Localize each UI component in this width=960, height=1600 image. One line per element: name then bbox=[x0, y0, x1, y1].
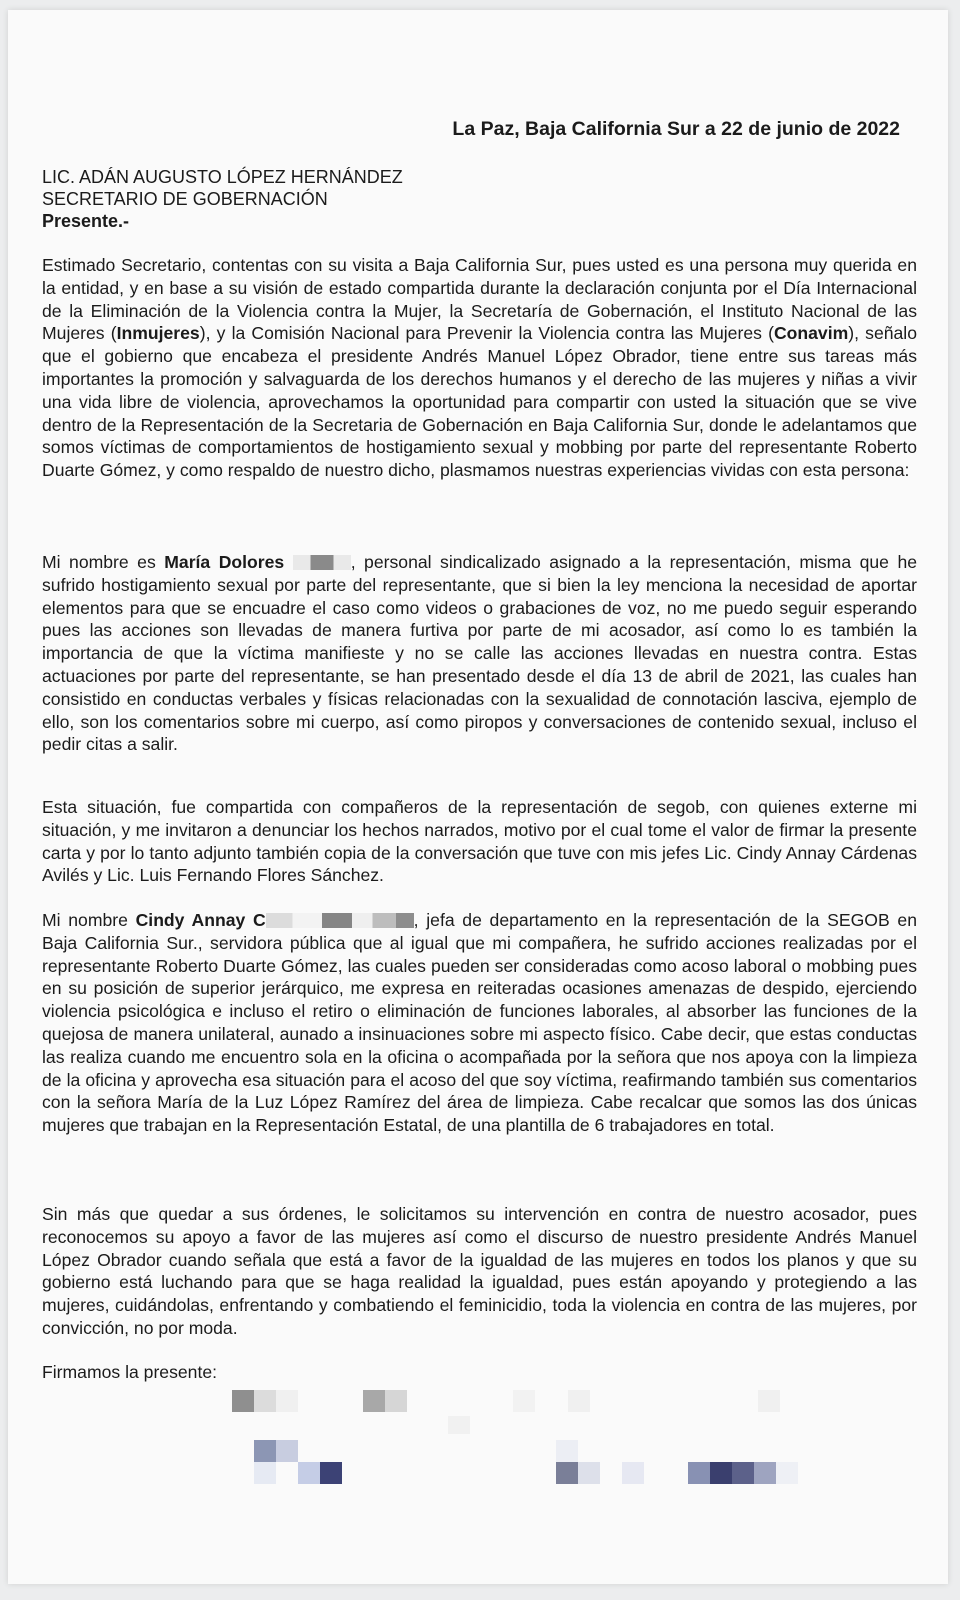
recipient-block bbox=[42, 166, 403, 232]
paragraph-request: Sin más que quedar a sus órdenes, le solicitamos su intervención en contra de nuestro acosador, pues reconocemos su apoyo a favor de las mujeres así como el discurso de nuestro presidente Andrés Manuel López Obrador cuando señala que está a favor de la igualdad de las mujeres en todos los planos y que su gobierno está luchando para que se haga realidad la igualdad, pues están apoyando y protegiendo a las mujeres, cuidándolas, enfrentando y combatiendo el feminicidio, toda la violencia en contra de las mujeres, por convicción, no por moda. bbox=[42, 1204, 917, 1338]
p2-name: María Dolores bbox=[164, 552, 285, 572]
paragraph-situation: Esta situación, fue compartida con compañeros de la representación de segob, con quienes externe mi situación, y me invitaron a denunciar los hechos narrados, motivo por el cual tome el valor de firmar la presente carta y por lo tanto adjunto también copia de la conversación que tuve con mis jefes Lic. Cindy Annay Cárdenas Avilés y Lic. Luis Fernando Flores Sánchez. bbox=[42, 797, 917, 886]
intro-bold-conavim: Conavim bbox=[773, 323, 849, 344]
paragraph-intro bbox=[42, 254, 917, 482]
intro-text-d: ), señalo que el gobierno que encabeza el presidente Andrés Manuel López Obrador, tiene entre sus tareas más importantes la promoción y salvaguarda de los derechos humanos y el derecho de las mujeres y niñas a vivir una vida libre de violencia, aprovechamos la oportunidad para compartir con usted la situación que se vive dentro de la Representación de la Secretaria de Gobernación en Baja California Sur, donde le adelantamos que somos víctimas de comportamientos de hostigamiento sexual y mobbing por parte del representante Roberto Duarte Gómez, y como respaldo de nuestro dicho, plasmamos nuestras experiencias vividas con esta persona: bbox=[42, 323, 917, 481]
redacted-surname-2 bbox=[266, 913, 414, 928]
p2-text-c: , personal sindicalizado asignado a la representación, misma que he sufrido hostigamiento sexual por parte del representante, que si bien la ley menciona la necesidad de aportar elementos para que se encuadre el caso como videos o grabaciones de voz, no me puedo seguir esperando pues las acciones son llevadas de manera furtiva por parte de mi acosador, así como lo es también la importancia de que la víctima manifieste y no se calle las acciones llevadas en nuestra contra. Estas actuaciones por parte del representante, se han presentado desde el día 13 de abril de 2021, las cuales han consistido en conductas verbales y físicas relacionadas con la sexualidad de connotación lasciva, ejemplo de ello, son los comentarios sobre mi cuerpo, así como piropos y conversaciones de contenido sexual, incluso el pedir citas a salir. bbox=[42, 552, 918, 755]
p4-text-a: Mi nombre bbox=[42, 910, 136, 930]
salutation: Presente.- bbox=[42, 211, 130, 231]
intro-text-c: ), y la Comisión Nacional para Prevenir la Violencia contra las Mujeres ( bbox=[199, 323, 774, 344]
p4-text-c: , jefa de departamento en la representación de la SEGOB en Baja California Sur., servidora pública que al igual que mi compañera, he sufrido acciones realizadas por el representante Roberto Duarte Gómez, las cuales pueden ser consideradas como acoso laboral o mobbing pues en su posición de superior jerárquico, me expresa en reiteradas ocasiones amenazas de despido, ejerciendo violencia psicológica e incluso el retiro o eliminación de funciones laborales, al absorber las funciones de la quejosa de manera unilateral, aunado a insinuaciones sobre mi aspecto físico. Cabe decir, que estas conductas las realiza cuando me encuentro sola en la oficina o acompañada por la señora que nos apoya con la limpieza de la oficina y aprovecha esa situación para el acoso del que soy víctima, reafirmando también sus comentarios con la señora María de la Luz López Ramírez del área de limpieza. Cabe recalcar que somos las dos únicas mujeres que trabajan en la Representación Estatal, de una plantilla de 6 trabajadores en total. bbox=[42, 910, 917, 1136]
paragraph-cindy bbox=[42, 909, 917, 1137]
letter-page bbox=[8, 10, 948, 1584]
redacted-surname bbox=[293, 555, 351, 570]
intro-text-a: Estimado Secretario, contentas con su visita a Baja California Sur, pues usted es una persona muy querida en la entidad, y en base a su visión de estado compartida durante la declaración conjunta por el Día Internacional de la Eliminación de la Violencia contra la Mujer, la Secretaría de Gobernación, el Instituto Nacional de las Mujeres ( bbox=[42, 255, 917, 344]
closing-line: Firmamos la presente: bbox=[42, 1362, 218, 1382]
recipient-title: SECRETARIO DE GOBERNACIÓN bbox=[42, 189, 328, 209]
p4-name: Cindy Annay C bbox=[135, 910, 266, 930]
recipient-name: LIC. ADÁN AUGUSTO LÓPEZ HERNÁNDEZ bbox=[42, 167, 403, 187]
p2-text-a: Mi nombre es bbox=[42, 552, 165, 572]
letter-date: La Paz, Baja California Sur a 22 de junio de 2022 bbox=[452, 118, 900, 140]
intro-bold-inmujeres: Inmujeres bbox=[116, 323, 200, 344]
paragraph-maria-dolores bbox=[42, 551, 917, 756]
